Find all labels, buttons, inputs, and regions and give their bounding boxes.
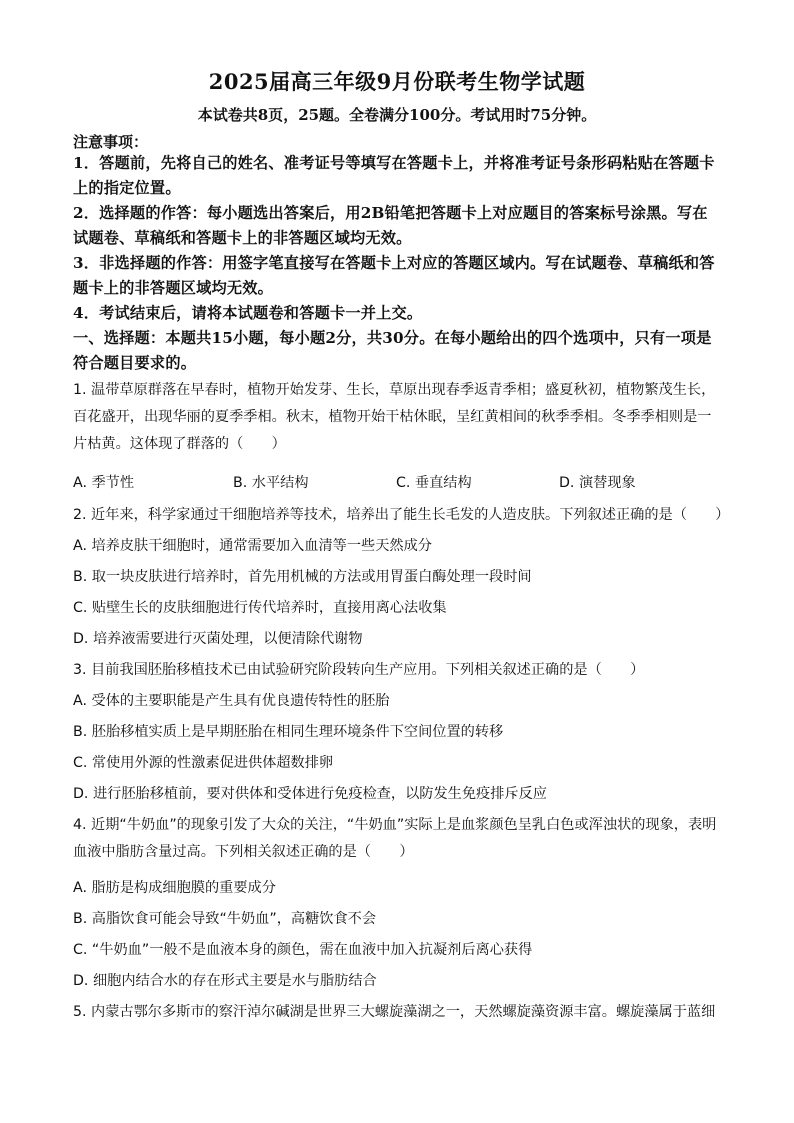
question-4-option-a: A. 脂肪是构成细胞膜的重要成分 [73, 880, 276, 896]
question-3-option-b: B. 胚胎移植实质上是早期胚胎在相同生理环境条件下空间位置的转移 [73, 724, 504, 740]
question-2-option-a: A. 培养皮肤干细胞时，通常需要加入血清等一些天然成分 [73, 538, 432, 554]
question-3-option-d: D. 进行胚胎移植前，要对供体和受体进行免疫检查，以防发生免疫排斥反应 [73, 786, 547, 802]
question-1-option-a: A. 季节性 [73, 475, 135, 491]
note-item-4: 4．考试结束后，请将本试题卷和答题卡一并上交。 [73, 304, 423, 322]
section-heading: 一、选择题：本题共15小题，每小题2分，共30分。在每小题给出的四个选项中，只有一项是符合题目要求的。 [73, 329, 712, 372]
question-4-option-d: D. 细胞内结合水的存在形式主要是水与脂肪结合 [73, 973, 377, 989]
question-2-option-b: B. 取一块皮肤进行培养时，首先用机械的方法或用胃蛋白酶处理一段时间 [73, 569, 532, 585]
question-2-option-c: C. 贴壁生长的皮肤细胞进行传代培养时，直接用离心法收集 [73, 600, 447, 616]
notes-heading: 注意事项： [73, 133, 149, 151]
note-item-1: 1．答题前，先将自己的姓名、准考证号等填写在答题卡上，并将准考证号条形码粘贴在答题卡上的指定位置。 [73, 154, 715, 197]
question-4-stem: 4. 近期“牛奶血”的现象引发了大众的关注，“牛奶血”实际上是血浆颜色呈乳白色或浑浊状的现象，表明血液中脂肪含量过高。下列相关叙述正确的是（ ） [73, 817, 717, 860]
question-2-option-d: D. 培养液需要进行灭菌处理，以便清除代谢物 [73, 631, 363, 647]
question-1-stem: 1. 温带草原群落在早春时，植物开始发芽、生长，草原出现春季返青季相；盛夏秋初，植物繁茂生长，百花盛开，出现华丽的夏季季相。秋末，植物开始干枯休眠，呈红黄相间的秋季季相。冬季季相则是一片枯黄。这体现了群落的（ ） [73, 382, 716, 452]
question-4-option-b: B. 高脂饮食可能会导致“牛奶血”，高糖饮食不会 [73, 911, 377, 927]
question-3-option-c: C. 常使用外源的性激素促进供体超数排卵 [73, 755, 334, 771]
question-2-stem: 2. 近年来，科学家通过干细胞培养等技术，培养出了能生长毛发的人造皮肤。下列叙述正确的是（ ） [73, 507, 730, 523]
question-1-option-d: D. 演替现象 [559, 475, 636, 491]
question-5-stem: 5. 内蒙古鄂尔多斯市的察汗淖尔碱湖是世界三大螺旋藻湖之一，天然螺旋藻资源丰富。螺旋藻属于蓝细 [73, 1004, 716, 1020]
page-subtitle: 本试卷共8页，25题。全卷满分100分。考试用时75分钟。 [197, 106, 597, 124]
question-1-option-b: B. 水平结构 [233, 475, 309, 491]
question-4-option-c: C. “牛奶血”一般不是血液本身的颜色，需在血液中加入抗凝剂后离心获得 [73, 942, 533, 958]
question-3-stem: 3. 目前我国胚胎移植技术已由试验研究阶段转向生产应用。下列相关叙述正确的是（ ） [73, 662, 645, 678]
question-3-option-a: A. 受体的主要职能是产生具有优良遗传特性的胚胎 [73, 693, 390, 709]
note-item-2: 2．选择题的作答：每小题选出答案后，用2B铅笔把答题卡上对应题目的答案标号涂黑。写在试题卷、草稿纸和答题卡上的非答题区域均无效。 [73, 204, 708, 247]
question-1-options [73, 472, 723, 496]
page-title: 2025届高三年级9月份联考生物学试题 [208, 69, 586, 94]
question-1-option-c: C. 垂直结构 [396, 475, 472, 491]
note-item-3: 3．非选择题的作答：用签字笔直接写在答题卡上对应的答题区域内。写在试题卷、草稿纸和答题卡上的非答题区域均无效。 [73, 254, 715, 297]
